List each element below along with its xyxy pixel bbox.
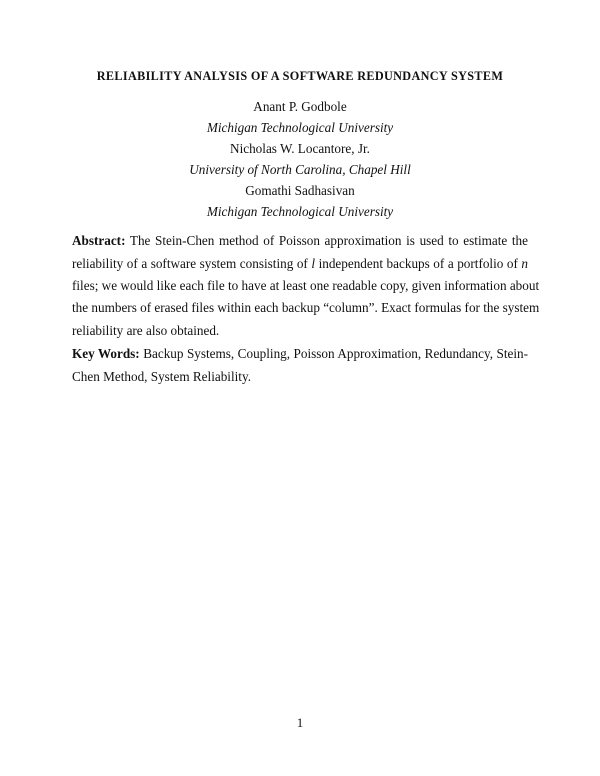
abstract-line: reliability are also obtained. (72, 323, 220, 338)
keywords-line (72, 346, 528, 362)
abstract-line: files; we would like each file to have at least one readable copy, given information about (72, 278, 540, 293)
keywords-line: Chen Method, System Reliability. (72, 369, 251, 384)
abstract-label: Abstract: (72, 233, 126, 248)
keywords-label: Key Words: (72, 346, 140, 361)
page-number: 1 (296, 715, 304, 730)
author-name: Anant P. Godbole (253, 99, 347, 114)
abstract-text: reliability of a software system consisting of (72, 256, 312, 271)
math-variable: l (311, 256, 316, 271)
abstract-text: independent backups of a portfolio of (315, 256, 522, 271)
author-affiliation: University of North Carolina, Chapel Hill (189, 162, 411, 177)
author-affiliation: Michigan Technological University (206, 120, 394, 135)
author-affiliation: Michigan Technological University (206, 204, 394, 219)
abstract-line: the numbers of erased files within each backup “column”. Exact formulas for the system (72, 300, 540, 315)
author-name: Nicholas W. Locantore, Jr. (230, 141, 370, 156)
author-name: Gomathi Sadhasivan (245, 183, 355, 198)
keywords-text: Backup Systems, Coupling, Poisson Approximation, Redundancy, Stein- (143, 346, 528, 361)
abstract-text: The Stein-Chen method of Poisson approximation is used to estimate the (129, 233, 528, 248)
math-variable: n (521, 256, 528, 271)
paper-title: RELIABILITY ANALYSIS OF A SOFTWARE REDUNDANCY SYSTEM (96, 69, 504, 83)
abstract-line (72, 233, 528, 249)
abstract-line (72, 256, 528, 272)
